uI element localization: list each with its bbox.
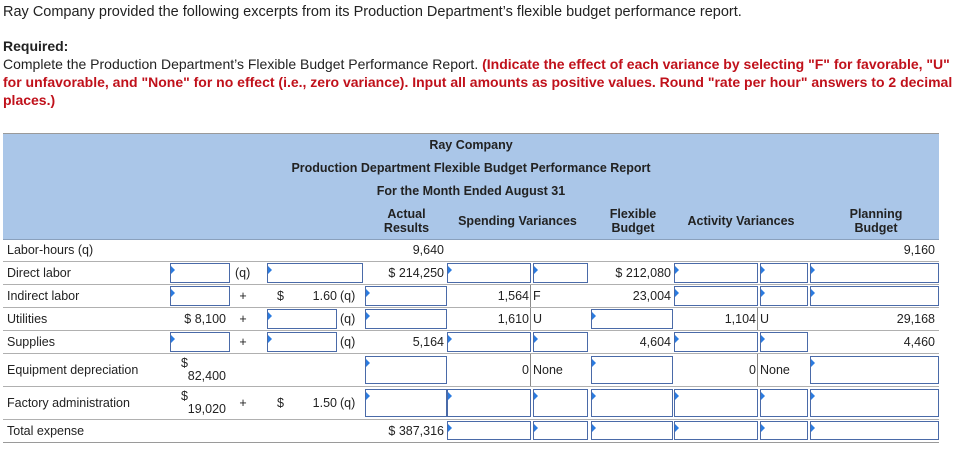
activity-effect-select[interactable] — [760, 263, 808, 283]
row-supplies — [3, 331, 939, 354]
actual-value: $ 387,316 — [388, 423, 444, 438]
column-header-row — [3, 203, 939, 240]
spending-effect-select[interactable] — [533, 263, 588, 283]
row-equipment-depreciation — [3, 354, 939, 387]
row-total-expense — [3, 420, 939, 441]
instruction-red: (Indicate the effect of each variance by selecting "F" for favorable, "U" for unfavorable, and "None" for no effect (i.e., zero variance). Input all amounts as positive values. Round "rate per hour" answers to 2 decimal places.) — [3, 56, 953, 108]
activity-amount: 1,104 — [724, 312, 756, 326]
col-actual-results: Actual Results — [383, 207, 430, 235]
row-label: Factory administration — [7, 396, 130, 410]
flexible-value: 23,004 — [632, 289, 671, 303]
row-label: Indirect labor — [7, 289, 80, 303]
planning-value: 9,160 — [903, 243, 935, 257]
fixed-cost-input[interactable] — [170, 286, 230, 306]
rate-input[interactable] — [267, 263, 363, 283]
rate-value: 1.60 — [312, 289, 337, 303]
fixed-cost-value: $ 8,100 — [184, 312, 226, 326]
row-label: Labor-hours (q) — [7, 243, 94, 257]
dollar-sign: $ — [277, 396, 284, 410]
row-utilities — [3, 308, 939, 331]
spending-amount: 0 — [522, 363, 529, 377]
performance-report — [3, 133, 939, 443]
q-label: (q) — [340, 312, 356, 326]
row-factory-administration — [3, 387, 939, 420]
planning-value: 29,168 — [896, 312, 935, 326]
spending-effect-select[interactable] — [533, 421, 588, 440]
plus-sign: + — [239, 396, 247, 410]
planning-value: 4,460 — [903, 335, 935, 349]
fixed-cost-input[interactable] — [170, 263, 230, 283]
dollar-sign: $ — [277, 289, 284, 303]
activity-effect-select[interactable] — [760, 286, 808, 306]
report-title: Production Department Flexible Budget Performance Report — [3, 157, 939, 181]
row-indirect-labor — [3, 285, 939, 308]
spending-effect: U — [533, 312, 543, 326]
fixed-cost-value: 82,400 — [187, 369, 226, 383]
rate-input[interactable] — [267, 332, 337, 352]
activity-effect: U — [760, 312, 770, 326]
report-period: For the Month Ended August 31 — [3, 180, 939, 204]
activity-effect-select[interactable] — [760, 332, 808, 352]
plus-sign: + — [239, 312, 247, 326]
actual-value: 9,640 — [412, 243, 444, 257]
actual-input[interactable] — [365, 286, 447, 306]
q-label: (q) — [235, 266, 251, 280]
required-heading: Required: — [3, 38, 69, 54]
activity-amount-input[interactable] — [674, 286, 758, 306]
flexible-value: 4,604 — [639, 335, 671, 349]
actual-value: 5,164 — [412, 335, 444, 349]
row-direct-labor — [3, 262, 939, 285]
q-label: (q) — [340, 335, 356, 349]
fixed-cost-input[interactable] — [170, 332, 230, 352]
activity-amount-input[interactable] — [674, 389, 758, 417]
row-label: Direct labor — [7, 266, 71, 280]
spending-amount: 1,564 — [497, 289, 529, 303]
activity-amount: 0 — [749, 363, 756, 377]
dollar-sign: $ — [181, 389, 188, 403]
fixed-cost-value: 19,020 — [187, 402, 226, 416]
flexible-input[interactable] — [591, 309, 673, 329]
actual-input[interactable] — [365, 309, 447, 329]
actual-input[interactable] — [365, 389, 447, 417]
spending-effect-select[interactable] — [533, 332, 588, 352]
col-flexible-budget: Flexible Budget — [609, 207, 657, 235]
row-label: Utilities — [7, 312, 48, 326]
row-label: Total expense — [7, 423, 85, 438]
rate-value: 1.50 — [312, 396, 337, 410]
spending-amount-input[interactable] — [447, 389, 531, 417]
flexible-input[interactable] — [591, 421, 673, 440]
activity-amount-input[interactable] — [674, 421, 758, 440]
planning-input[interactable] — [810, 286, 939, 306]
dollar-sign: $ — [181, 356, 188, 370]
activity-effect: None — [760, 363, 790, 377]
activity-effect-select[interactable] — [760, 389, 808, 417]
row-label: Supplies — [7, 335, 55, 349]
q-label: (q) — [340, 396, 356, 410]
planning-input[interactable] — [810, 263, 939, 283]
spending-amount-input[interactable] — [447, 332, 531, 352]
intro-text: Ray Company provided the following excerpts from its Production Department’s flexible budget performance report. — [3, 4, 742, 20]
planning-input[interactable] — [810, 421, 939, 440]
q-label: (q) — [340, 289, 356, 303]
spending-effect: F — [533, 289, 541, 303]
flexible-value: $ 212,080 — [615, 266, 671, 280]
spending-effect: None — [533, 363, 563, 377]
col-planning-budget: Planning Budget — [849, 207, 903, 235]
activity-amount-input[interactable] — [674, 332, 758, 352]
spending-effect-select[interactable] — [533, 389, 588, 417]
row-labor-hours — [3, 239, 939, 262]
rate-input[interactable] — [267, 309, 337, 329]
planning-input[interactable] — [810, 389, 939, 417]
flexible-input[interactable] — [591, 389, 673, 417]
report-company: Ray Company — [3, 134, 939, 158]
activity-effect-select[interactable] — [760, 421, 808, 440]
col-spending-variances: Spending Variances — [458, 214, 577, 228]
spending-amount-input[interactable] — [447, 263, 531, 283]
instruction-plain: Complete the Production Department’s Flexible Budget Performance Report. — [3, 56, 479, 72]
spending-amount: 1,610 — [497, 312, 529, 326]
instructions — [3, 55, 953, 109]
row-label: Equipment depreciation — [7, 363, 139, 377]
plus-sign: + — [239, 335, 247, 349]
flexible-input[interactable] — [591, 356, 673, 384]
planning-input[interactable] — [810, 356, 939, 384]
col-activity-variances: Activity Variances — [687, 214, 795, 228]
actual-value: $ 214,250 — [388, 266, 444, 280]
activity-amount-input[interactable] — [674, 263, 758, 283]
plus-sign: + — [239, 289, 247, 303]
spending-amount-input[interactable] — [447, 421, 531, 440]
actual-input[interactable] — [365, 356, 447, 384]
